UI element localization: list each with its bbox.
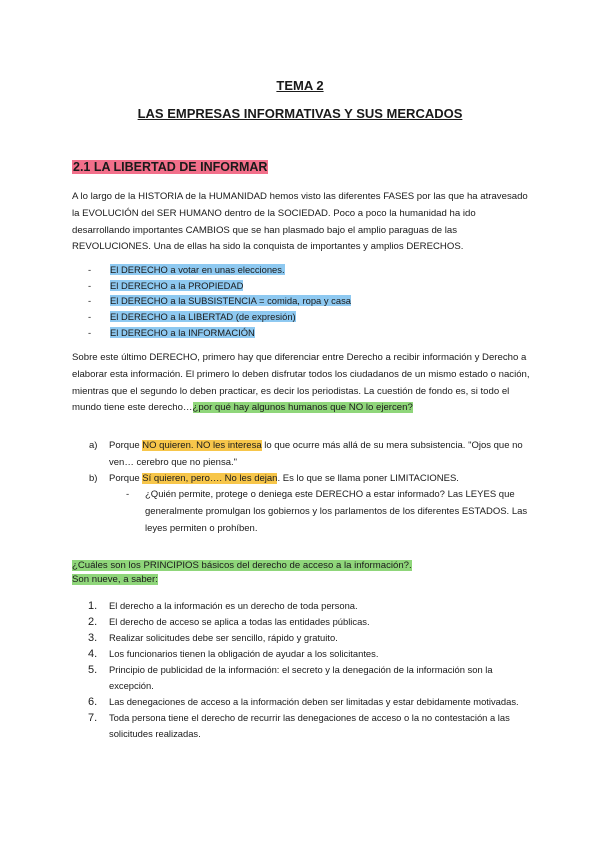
list-item-text: Principio de publicidad de la información: el secreto y la denegación de la información son la excepción.: [109, 664, 493, 691]
list-item: [88, 262, 351, 278]
principles-question: [72, 558, 412, 573]
section-heading: [72, 160, 268, 174]
list-item-text: Realizar solicitudes debe ser sencillo, rápido y gratuito.: [109, 632, 338, 643]
answer-b: [89, 470, 534, 487]
list-dash: -: [88, 295, 92, 307]
list-dash: -: [88, 326, 92, 338]
list-item: [88, 309, 351, 325]
answer-a-label: a): [89, 440, 98, 451]
answer-b-label: b): [89, 473, 98, 484]
list-item-text: El derecho a la información es un derecho de toda persona.: [109, 600, 358, 611]
list-dash: -: [88, 279, 92, 291]
list-item: [88, 598, 532, 614]
list-item: [88, 278, 351, 294]
list-item-text: Los funcionarios tienen la obligación de ayudar a los solicitantes.: [109, 648, 379, 659]
section-heading-text: 2.1 LA LIBERTAD DE INFORMAR: [73, 160, 268, 174]
rights-list: [88, 262, 351, 340]
list-item-text: El DERECHO a la SUBSISTENCIA = comida, ropa y casa: [110, 295, 351, 307]
rights-paragraph: [72, 350, 530, 417]
list-item-text: El DERECHO a la PROPIEDAD: [110, 279, 244, 291]
doc-subtitle: LAS EMPRESAS INFORMATIVAS Y SUS MERCADOS: [137, 106, 463, 121]
list-dash: -: [88, 311, 92, 323]
list-item-text: Toda persona tiene el derecho de recurrir las denegaciones de acceso o la no contestación a las solicitudes realizadas.: [109, 712, 510, 739]
list-dash: -: [88, 264, 92, 275]
principles-question-text: ¿Cuáles son los PRINCIPIOS básicos del derecho de acceso a la información?.: [72, 560, 412, 571]
list-item: [88, 694, 532, 710]
answer-b-prefix: Porque: [109, 473, 143, 484]
highlighted-question: ¿por qué hay algunos humanos que NO lo ejercen?: [192, 402, 413, 414]
list-number: 3.: [88, 632, 98, 644]
list-item-text: El derecho de acceso se aplica a todas las entidades públicas.: [109, 616, 370, 627]
list-item-text: El DERECHO a la LIBERTAD (de expresión): [110, 311, 296, 323]
answer-b-highlight: Sí quieren, pero…. No les dejan: [142, 473, 278, 484]
list-number: 2.: [88, 616, 98, 628]
rights-paragraph-text: Sobre este último DERECHO, primero hay que diferenciar entre Derecho a recibir información y Derecho a elaborar esta información. El primero lo deben disfrutar todos los ciudadanos de un mismo estado o nación, mientras que el segundo lo deben practicar, es decir los periodistas. La cuestión de fondo es, si todo el mundo tiene este derecho…: [72, 352, 530, 414]
list-number: 5.: [88, 664, 98, 676]
list-number: 1.: [88, 600, 98, 612]
principles-list: [88, 598, 532, 742]
list-item-text: El DERECHO a votar en unas elecciones.: [110, 264, 285, 275]
list-item: [88, 325, 351, 341]
list-item-text: Las denegaciones de acceso a la información deben ser limitadas y estar debidamente motivadas.: [109, 696, 519, 707]
doc-title: TEMA 2: [276, 78, 324, 93]
subpoint-dash: -: [126, 489, 130, 500]
list-item: [88, 630, 532, 646]
answer-a-rest: lo que ocurre más allá de su mera subsistencia. "Ojos que no ven… cerebro que no piensa.": [109, 440, 523, 468]
list-item: [88, 614, 532, 630]
answer-b-text: [109, 470, 534, 487]
answer-a: [89, 437, 534, 471]
list-number: 7.: [88, 712, 98, 724]
principles-intro-text: Son nueve, a saber:: [72, 574, 158, 585]
list-number: 4.: [88, 648, 98, 660]
subpoint-text: ¿Quién permite, protege o deniega este DERECHO a estar informado? Las LEYES que generalmente promulgan los gobiernos y los parlamentos de los diferentes ESTADOS. Las leyes permiten o prohíben.: [145, 489, 528, 534]
answer-a-prefix: Porque: [109, 440, 143, 451]
answer-a-highlight: NO quieren. NO les interesa: [142, 440, 262, 451]
list-item-text: El DERECHO a la INFORMACIÓN: [110, 326, 255, 338]
principles-intro: [72, 572, 158, 587]
intro-paragraph: A lo largo de la HISTORIA de la HUMANIDAD hemos visto las diferentes FASES por las que ha atravesado la EVOLUCIÓN del SER HUMANO dentro de la SOCIEDAD. Poco a poco la humanidad ha ido desarrollando importantes CAMBIOS que se han plasmado bajo el amplio paraguas de las REVOLUCIONES. Una de ellas ha sido la conquista de importantes y amplios DERECHOS.: [72, 191, 528, 253]
list-item: [88, 662, 532, 694]
list-item: [88, 293, 351, 309]
answer-b-subpoint: [126, 486, 536, 537]
list-item: [88, 646, 532, 662]
list-number: 6.: [88, 696, 98, 708]
answer-b-rest: . Es lo que se llama poner LIMITACIONES.: [277, 473, 459, 484]
list-item: [88, 710, 532, 742]
answer-a-text: [109, 437, 534, 471]
